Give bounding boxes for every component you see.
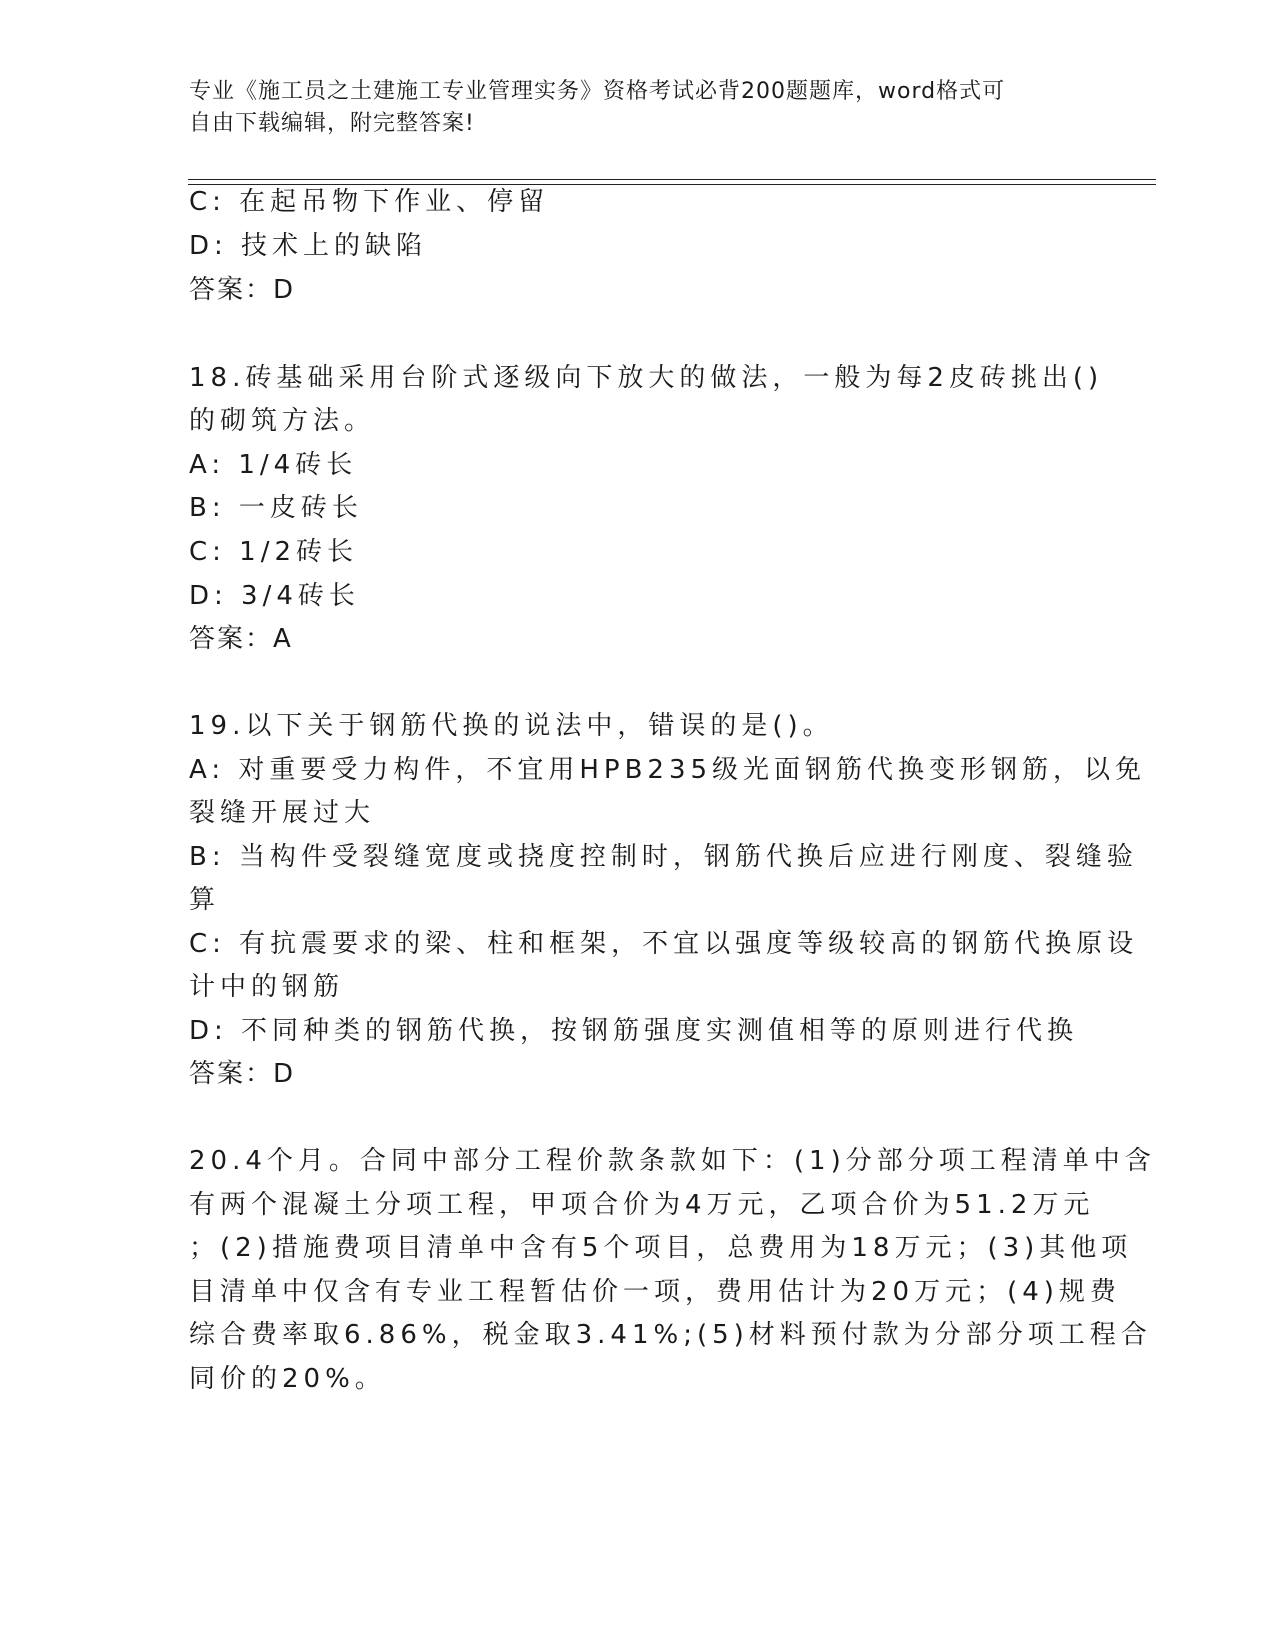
q19-option-a-line-2: 裂缝开展过大 [189, 798, 376, 828]
q18-option-b: B: 一皮砖长 [189, 493, 363, 523]
q18-option-a: A: 1/4砖长 [189, 450, 358, 480]
header-title-line-2: 自由下载编辑，附完整答案! [189, 111, 475, 136]
q20-stem-line-3: ；(2)措施费项目清单中含有5个项目，总费用为18万元；(3)其他项 [189, 1233, 1133, 1263]
q20-stem-line-4: 目清单中仅含有专业工程暂估价一项，费用估计为20万元；(4)规费 [189, 1277, 1121, 1307]
q20-stem-line-2: 有两个混凝土分项工程，甲项合价为4万元，乙项合价为51.2万元 [189, 1190, 1095, 1220]
document-header [189, 76, 1069, 140]
header-divider-top [188, 179, 1156, 180]
q19-answer: 答案：D [189, 1059, 296, 1089]
q19-option-c-line-2: 计中的钢筋 [189, 972, 345, 1002]
q19-option-a-line-1: A: 对重要受力构件，不宜用HPB235级光面钢筋代换变形钢筋，以免 [189, 755, 1147, 785]
q18-option-d: D: 3/4砖长 [189, 581, 360, 611]
q17-answer: 答案：D [189, 275, 296, 305]
q18-answer: 答案：A [189, 624, 293, 654]
q18-stem-line-1: 18.砖基础采用台阶式逐级向下放大的做法，一般为每2皮砖挑出() [189, 363, 1104, 393]
q17-option-c: C: 在起吊物下作业、停留 [189, 187, 550, 217]
header-title-line-1: 专业《施工员之土建施工专业管理实务》资格考试必背200题题库，word格式可 [189, 79, 1006, 104]
header-divider-bottom [188, 184, 1156, 185]
q18-option-c: C: 1/2砖长 [189, 537, 359, 567]
q19-option-b-line-1: B: 当构件受裂缝宽度或挠度控制时，钢筋代换后应进行刚度、裂缝验 [189, 842, 1138, 872]
q19-option-c-line-1: C: 有抗震要求的梁、柱和框架，不宜以强度等级较高的钢筋代换原设 [189, 929, 1139, 959]
q17-option-d: D: 技术上的缺陷 [189, 231, 428, 261]
q20-stem-line-6: 同价的20%。 [189, 1364, 386, 1394]
q20-stem-line-1: 20.4个月。合同中部分工程价款条款如下：(1)分部分项工程清单中含 [189, 1146, 1156, 1176]
q19-stem: 19.以下关于钢筋代换的说法中，错误的是()。 [189, 711, 834, 741]
q18-stem-line-2: 的砌筑方法。 [189, 406, 376, 436]
q20-stem-line-5: 综合费率取6.86%，税金取3.41%;(5)材料预付款为分部分项工程合 [189, 1320, 1152, 1350]
q19-option-d: D: 不同种类的钢筋代换，按钢筋强度实测值相等的原则进行代换 [189, 1016, 1079, 1046]
q19-option-b-line-2: 算 [189, 885, 221, 915]
